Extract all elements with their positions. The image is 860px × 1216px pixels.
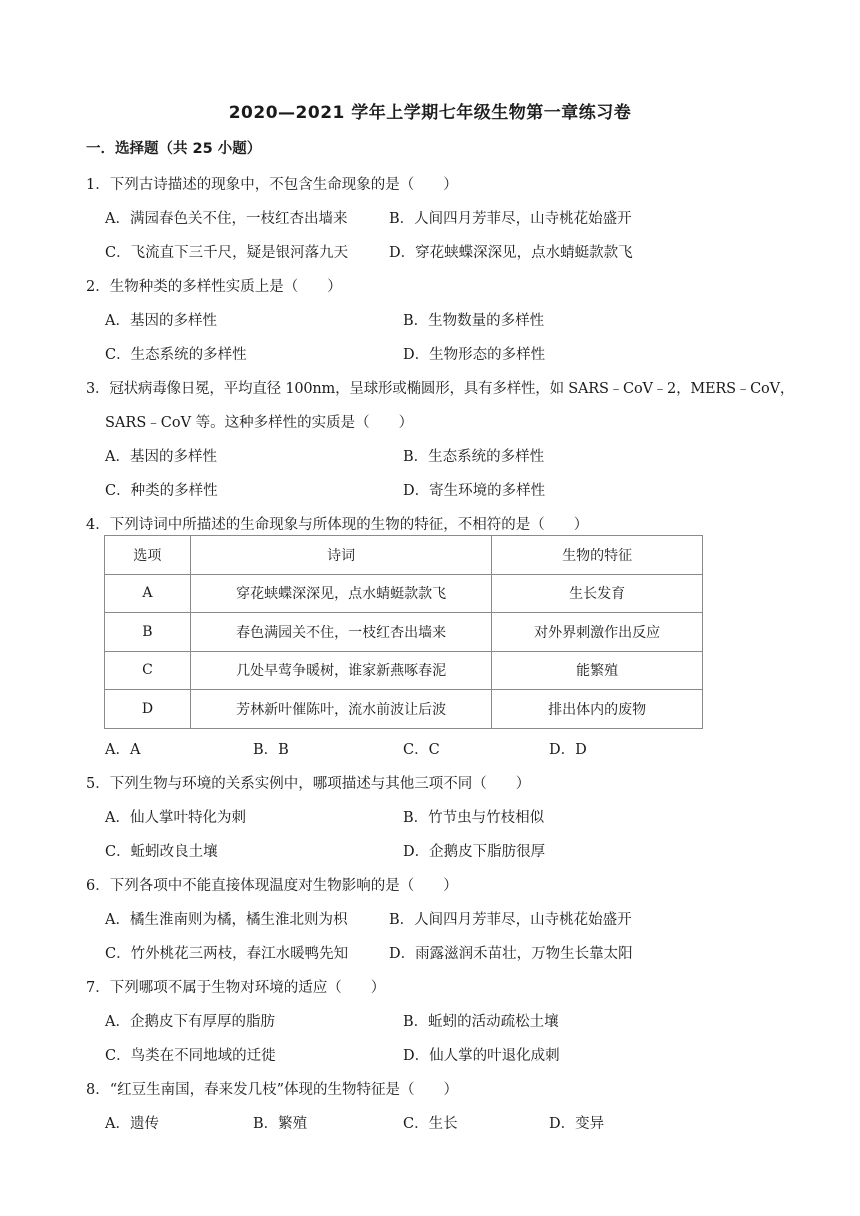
table-row: [105, 690, 703, 729]
question-1-option-d[interactable]: D．穿花蛱蝶深深见，点水蜻蜓款款飞: [389, 245, 633, 261]
question-8-option-c[interactable]: C．生长: [403, 1116, 458, 1132]
question-4-table: [104, 535, 703, 729]
table-cell: 排出体内的废物: [492, 690, 703, 729]
question-3-stem-continued: SARS﹣CoV 等。这种多样性的实质是（ ）: [105, 415, 414, 431]
page-title: 2020—2021 学年上学期七年级生物第一章练习卷: [228, 103, 632, 123]
question-6-option-d[interactable]: D．雨露滋润禾苗壮，万物生长靠太阳: [389, 946, 633, 962]
question-7-option-d[interactable]: D．仙人掌的叶退化成刺: [403, 1048, 560, 1064]
table-cell: D: [105, 690, 191, 729]
question-1-option-c[interactable]: C．飞流直下三千尺，疑是银河落九天: [105, 245, 349, 261]
table-row: [105, 574, 703, 613]
question-2-option-b[interactable]: B．生物数量的多样性: [403, 313, 545, 329]
question-6-option-c[interactable]: C．竹外桃花三两枝，春江水暖鸭先知: [105, 946, 349, 962]
question-4-option-d[interactable]: D．D: [549, 742, 587, 758]
question-7-option-c[interactable]: C．鸟类在不同地域的迁徙: [105, 1048, 276, 1064]
question-7-option-b[interactable]: B．蚯蚓的活动疏松土壤: [403, 1014, 559, 1030]
question-1-option-b[interactable]: B．人间四月芳菲尽，山寺桃花始盛开: [389, 211, 632, 227]
question-6-option-b[interactable]: B．人间四月芳菲尽，山寺桃花始盛开: [389, 912, 632, 928]
question-3-option-b[interactable]: B．生态系统的多样性: [403, 449, 545, 465]
question-5-stem: 5．下列生物与环境的关系实例中，哪项描述与其他三项不同（ ）: [86, 776, 531, 792]
question-2-option-a[interactable]: A．基因的多样性: [105, 313, 217, 329]
table-header-cell: 生物的特征: [492, 536, 703, 575]
question-8-option-b[interactable]: B．繁殖: [253, 1116, 308, 1132]
question-3-stem: 3．冠状病毒像日冕，平均直径 100nm，呈球形或椭圆形，具有多样性，如 SARS﹣CoV﹣2，MERS﹣CoV，: [86, 381, 795, 397]
table-cell: A: [105, 574, 191, 613]
question-6-option-a[interactable]: A．橘生淮南则为橘，橘生淮北则为枳: [105, 912, 348, 928]
question-5-option-a[interactable]: A．仙人掌叶特化为刺: [105, 810, 246, 826]
question-5-option-b[interactable]: B．竹节虫与竹枝相似: [403, 810, 545, 826]
question-4-option-c[interactable]: C．C: [403, 742, 440, 758]
table-row: [105, 651, 703, 690]
table-cell: 对外界刺激作出反应: [492, 613, 703, 652]
table-cell: 生长发育: [492, 574, 703, 613]
table-cell: 几处早莺争暖树，谁家新燕啄春泥: [190, 651, 491, 690]
table-cell: C: [105, 651, 191, 690]
question-1-stem: 1．下列古诗描述的现象中，不包含生命现象的是（ ）: [86, 177, 458, 193]
table-header-cell: 选项: [105, 536, 191, 575]
question-1-option-a[interactable]: A．满园春色关不住，一枝红杏出墙来: [105, 211, 348, 227]
question-8-option-a[interactable]: A．遗传: [105, 1116, 159, 1132]
table-cell: B: [105, 613, 191, 652]
table-header-row: [105, 536, 703, 575]
question-3-option-c[interactable]: C．种类的多样性: [105, 483, 218, 499]
question-8-stem: 8．“红豆生南国，春来发几枝”体现的生物特征是（ ）: [86, 1082, 459, 1098]
question-5-option-d[interactable]: D．企鹅皮下脂肪很厚: [403, 844, 546, 860]
table-row: [105, 613, 703, 652]
table-cell: 芳林新叶催陈叶，流水前波让后波: [190, 690, 491, 729]
table-cell: 穿花蛱蝶深深见，点水蜻蜓款款飞: [190, 574, 491, 613]
question-2-stem: 2．生物种类的多样性实质上是（ ）: [86, 279, 342, 295]
question-7-option-a[interactable]: A．企鹅皮下有厚厚的脂肪: [105, 1014, 275, 1030]
question-3-option-a[interactable]: A．基因的多样性: [105, 449, 217, 465]
question-3-option-d[interactable]: D．寄生环境的多样性: [403, 483, 546, 499]
question-6-stem: 6．下列各项中不能直接体现温度对生物影响的是（ ）: [86, 878, 458, 894]
question-7-stem: 7．下列哪项不属于生物对环境的适应（ ）: [86, 980, 386, 996]
table-cell: 春色满园关不住，一枝红杏出墙来: [190, 613, 491, 652]
table-cell: 能繁殖: [492, 651, 703, 690]
question-5-option-c[interactable]: C．蚯蚓改良土壤: [105, 844, 218, 860]
question-4-stem: 4．下列诗词中所描述的生命现象与所体现的生物的特征，不相符的是（ ）: [86, 517, 589, 533]
question-4-option-a[interactable]: A．A: [105, 742, 141, 758]
question-4-option-b[interactable]: B．B: [253, 742, 289, 758]
section-heading: 一．选择题（共 25 小题）: [86, 141, 262, 157]
question-2-option-d[interactable]: D．生物形态的多样性: [403, 347, 546, 363]
table-header-cell: 诗词: [190, 536, 491, 575]
question-8-option-d[interactable]: D．变异: [549, 1116, 605, 1132]
question-2-option-c[interactable]: C．生态系统的多样性: [105, 347, 247, 363]
